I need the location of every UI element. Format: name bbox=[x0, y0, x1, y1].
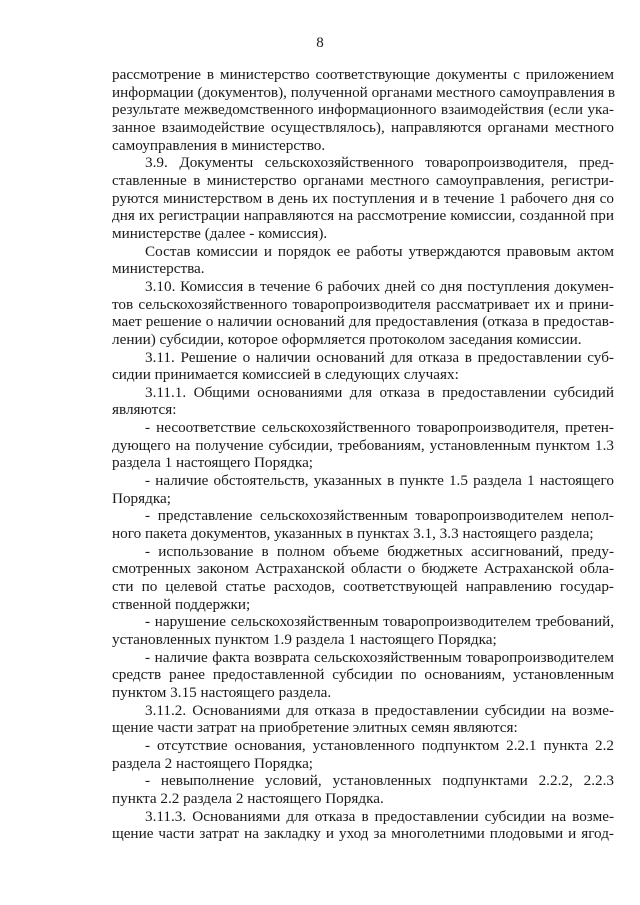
text-line: сти по целевой статье расходов, соответствующей направлению государ- bbox=[112, 578, 614, 596]
text-line: - представление сельскохозяйственным товаропроизводителем непол- bbox=[145, 507, 614, 525]
text-line: мает решение о наличии оснований для предоставления (отказа в предостав- bbox=[112, 313, 614, 331]
text-line: являются: bbox=[112, 401, 177, 419]
text-line: - отсутствие основания, установленного подпунктом 2.2.1 пункта 2.2 bbox=[145, 736, 614, 754]
text-line: сидии принимается комиссией в следующих случаях: bbox=[112, 366, 459, 384]
text-line: ставленные в министерство органами местного самоуправления, регистри- bbox=[112, 171, 614, 189]
text-line: смотренных законом Астраханской области о бюджете Астраханской обла- bbox=[112, 560, 614, 578]
text-line: щение части затрат на приобретение элитных семян являются: bbox=[112, 719, 518, 737]
text-line: средств ранее предоставленной субсидии по основаниям, установленным bbox=[112, 666, 614, 684]
text-line: ного пакета документов, указанных в пунктах 3.1, 3.3 настоящего раздела; bbox=[112, 525, 594, 543]
document-body bbox=[112, 66, 614, 843]
text-line: - несоответствие сельскохозяйственного товаропроизводителя, претен- bbox=[145, 419, 614, 437]
text-line: пунктом 3.15 настоящего раздела. bbox=[112, 683, 332, 701]
text-line: - использование в полном объеме бюджетных ассигнований, преду- bbox=[145, 542, 614, 560]
text-line: министерстве (далее - комиссия). bbox=[112, 224, 328, 242]
text-line: тов сельскохозяйственного товаропроизводителя рассматривает их и прини- bbox=[112, 295, 614, 313]
text-line: Порядка; bbox=[112, 489, 171, 507]
text-line: установленных пунктом 1.9 раздела 1 настоящего Порядка; bbox=[112, 631, 497, 648]
text-line: министерства. bbox=[112, 260, 205, 278]
text-line: занное взаимодействие осуществлялось), направляются органами местного bbox=[112, 118, 614, 136]
text-line: лении) субсидии, которое оформляется протоколом заседания комиссии. bbox=[112, 330, 582, 348]
text-line: - наличие обстоятельств, указанных в пункте 1.5 раздела 1 настоящего bbox=[145, 472, 614, 490]
text-line: 3.11.3. Основаниями для отказа в предоставлении субсидии на возме- bbox=[145, 807, 614, 825]
text-line: пункта 2.2 раздела 2 настоящего Порядка. bbox=[112, 789, 384, 807]
text-line: - наличие факта возврата сельскохозяйственным товаропроизводителем bbox=[145, 648, 614, 666]
text-line: ственной поддержки; bbox=[112, 595, 251, 613]
text-line: дня их регистрации направляются на рассмотрение комиссии, созданной при bbox=[112, 207, 614, 225]
text-line: 3.9. Документы сельскохозяйственного товаропроизводителя, пред- bbox=[145, 154, 614, 172]
text-line: дующего на получение субсидии, требованиям, установленным пунктом 1.3 bbox=[112, 436, 614, 454]
text-line: 3.10. Комиссия в течение 6 рабочих дней со дня поступления докумен- bbox=[145, 277, 614, 295]
text-line: 3.11. Решение о наличии оснований для отказа в предоставлении суб- bbox=[145, 348, 614, 366]
text-line: самоуправления в министерство. bbox=[112, 136, 326, 154]
text-line: результате межведомственного информационного взаимодействия (если ука- bbox=[112, 101, 614, 119]
text-line: рассмотрение в министерство соответствующие документы с приложением bbox=[112, 66, 614, 83]
text-line: 3.11.2. Основаниями для отказа в предоставлении субсидии на возме- bbox=[145, 701, 614, 719]
text-line: 3.11.1. Общими основаниями для отказа в предоставлении субсидий bbox=[145, 383, 614, 401]
text-line: - нарушение сельскохозяйственным товаропроизводителем требований, bbox=[145, 613, 614, 631]
text-line: информации (документов), полученной органами местного самоуправления в bbox=[112, 83, 616, 101]
page-number: 8 bbox=[316, 35, 324, 51]
text-line: раздела 2 настоящего Порядка; bbox=[112, 754, 314, 772]
text-line: Состав комиссии и порядок ее работы утверждаются правовым актом bbox=[145, 242, 614, 260]
text-line: раздела 1 настоящего Порядка; bbox=[112, 454, 314, 472]
text-line: - невыполнение условий, установленных подпунктами 2.2.2, 2.2.3 bbox=[145, 772, 614, 790]
text-line: руются министерством в день их поступления и в течение 1 рабочего дня со bbox=[112, 189, 614, 207]
text-line: щение части затрат на закладку и уход за многолетними плодовыми и ягод- bbox=[112, 825, 614, 843]
